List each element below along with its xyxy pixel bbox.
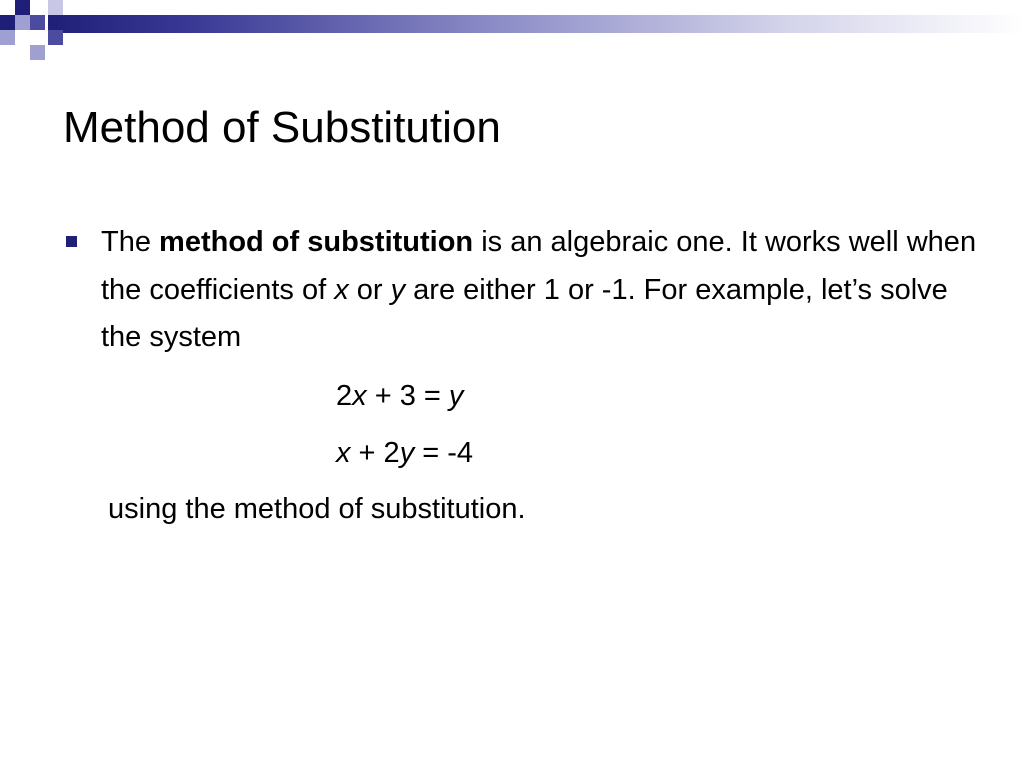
equation-variable: x: [352, 380, 367, 412]
equation-coefficient: 2: [336, 380, 353, 412]
decor-square: [30, 30, 45, 45]
variable-y: y: [390, 273, 406, 306]
header-gradient-bar: [48, 15, 1024, 33]
equation-2: [336, 433, 473, 473]
equation-variable: y: [448, 380, 464, 412]
slide-title: Method of Substitution: [63, 103, 501, 152]
bold-term: method of substitution: [159, 226, 474, 258]
decor-square: [0, 0, 15, 15]
decor-square: [30, 45, 45, 60]
bullet-square-icon: [66, 236, 77, 247]
equation-result: = -4: [414, 437, 474, 469]
decor-square: [48, 30, 63, 45]
bullet-text-part: are either 1 or -1. For example, let’s solve the system: [101, 273, 948, 353]
equation-operator: + 3 =: [366, 380, 449, 412]
bullet-paragraph: [101, 219, 981, 362]
decor-square: [15, 30, 30, 45]
equation-variable: x: [336, 437, 351, 469]
decor-square: [48, 0, 63, 15]
bullet-text-part: or: [348, 273, 391, 306]
decor-square: [15, 15, 30, 30]
decor-square: [30, 0, 45, 15]
decor-square: [30, 15, 45, 30]
equation-variable: y: [399, 437, 415, 469]
decor-square: [15, 0, 30, 15]
corner-decoration: [0, 0, 1024, 70]
decor-square: [0, 30, 15, 45]
equation-operator: + 2: [350, 437, 400, 469]
bullet-text-part: The: [101, 226, 160, 258]
equation-1: [336, 376, 463, 416]
bullet-text-part: is an algebraic one. It works well when the coefficients of: [101, 226, 977, 306]
decor-square: [0, 15, 15, 30]
closing-text: using the method of substitution.: [108, 493, 526, 525]
variable-x: x: [334, 273, 349, 306]
